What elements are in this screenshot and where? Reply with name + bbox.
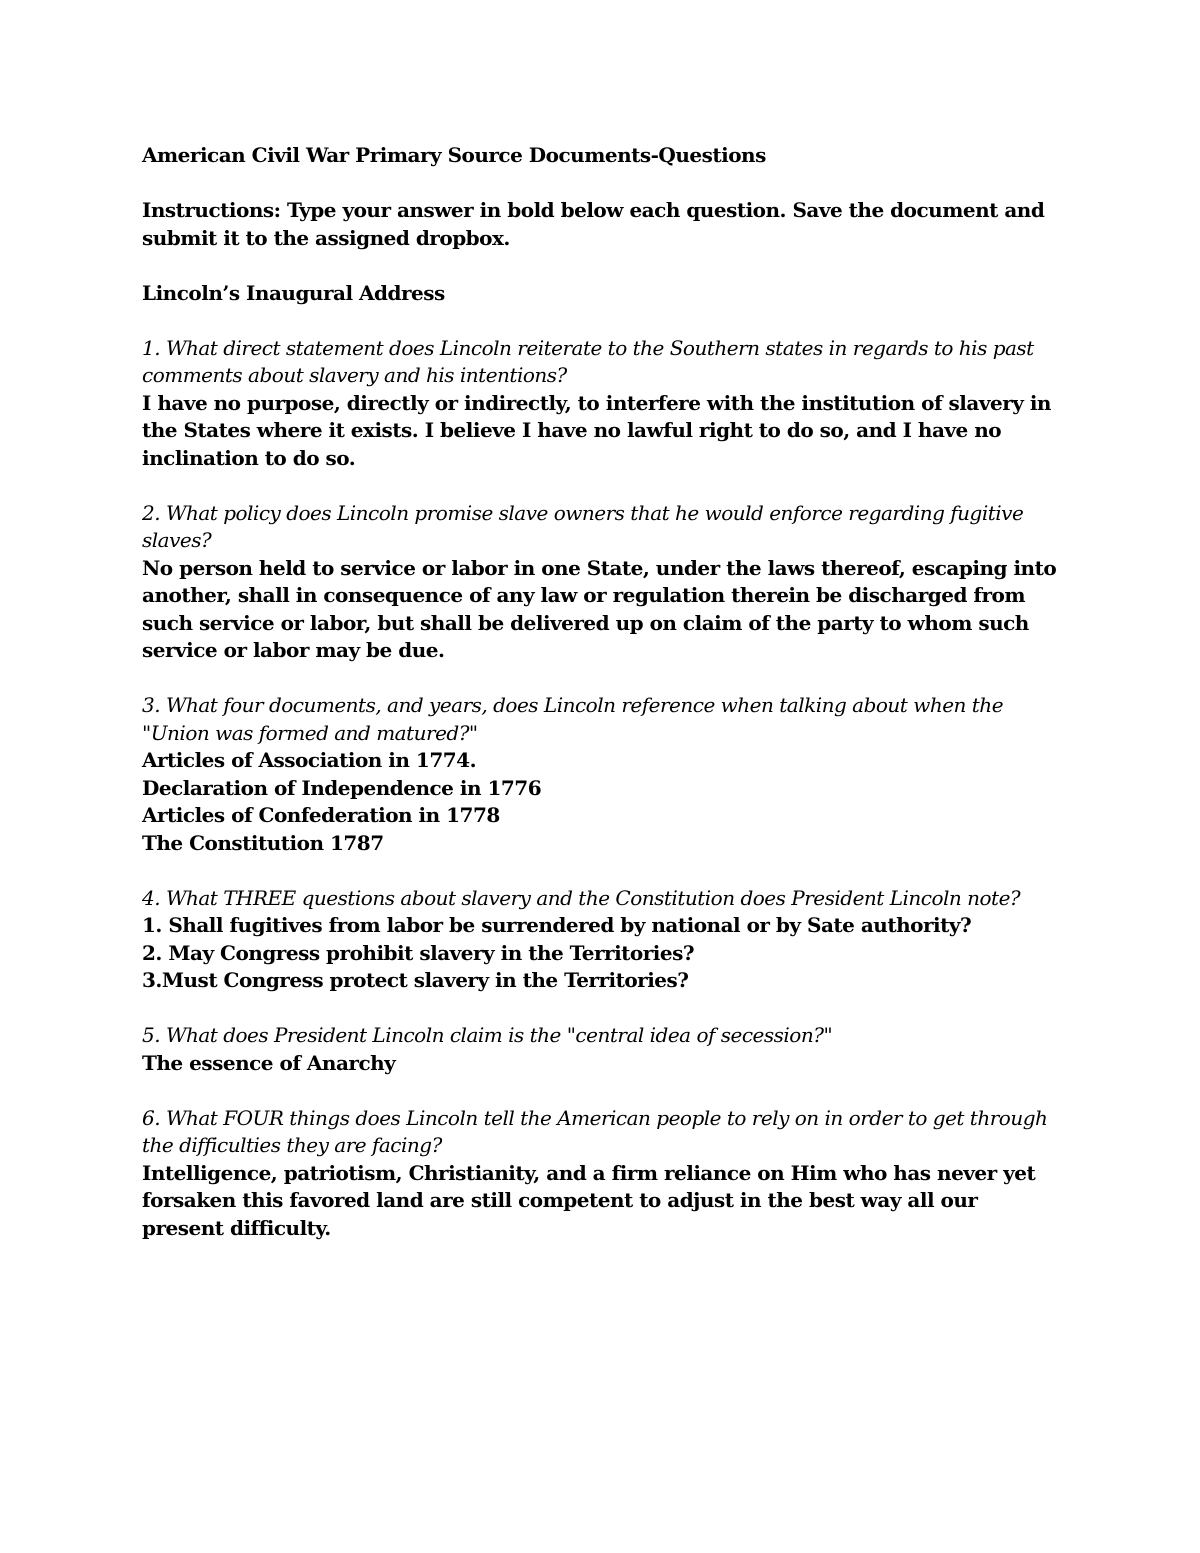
question-line: 4. What THREE questions about slavery and the Constitution does President Lincoln note? <box>142 885 1021 910</box>
instructions-line: submit it to the assigned dropbox. <box>142 225 510 250</box>
question-block <box>142 692 1062 857</box>
answer-line: present difficulty. <box>142 1215 331 1240</box>
answer-line: inclination to do so. <box>142 445 356 470</box>
answer-line: 1. Shall fugitives from labor be surrendered by national or by Sate authority? <box>142 913 972 937</box>
answer-line: 2. May Congress prohibit slavery in the Territories? <box>142 940 695 965</box>
answer-line: Declaration of Independence in 1776 <box>142 775 542 800</box>
answer-line: Articles of Association in 1774. <box>142 748 477 772</box>
answer-line: Articles of Confederation in 1778 <box>142 803 500 827</box>
answer-line: the States where it exists. I believe I have no lawful right to do so, and I have no <box>142 418 1002 442</box>
section-heading: Lincoln’s Inaugural Address <box>142 280 445 305</box>
answer-line: Intelligence, patriotism, Christianity, and a firm reliance on Him who has never yet <box>142 1160 1036 1185</box>
question-block <box>142 1105 1062 1243</box>
instructions <box>142 197 1062 252</box>
question-line: "Union was formed and matured?" <box>142 720 478 745</box>
question-line: 1. What direct statement does Lincoln reiterate to the Southern states in regards to his past <box>142 335 1034 360</box>
question-line: 3. What four documents, and years, does Lincoln reference when talking about when the <box>142 693 1004 717</box>
answer-line: The essence of Anarchy <box>142 1050 396 1075</box>
answer-line: another, shall in consequence of any law or regulation therein be discharged from <box>142 583 1026 607</box>
answer-line: 3.Must Congress protect slavery in the Territories? <box>142 968 689 992</box>
question-line: the difficulties they are facing? <box>142 1133 442 1157</box>
question-line: 5. What does President Lincoln claim is the "central idea of secession?" <box>142 1023 833 1047</box>
question-block <box>142 885 1062 995</box>
answer-line: The Constitution 1787 <box>142 830 384 855</box>
answer-line: I have no purpose, directly or indirectly, to interfere with the institution of slavery in <box>142 390 1051 415</box>
question-line: 2. What policy does Lincoln promise slave owners that he would enforce regarding fugitive <box>142 500 1024 525</box>
question-line: comments about slavery and his intentions? <box>142 363 567 387</box>
answer-line: forsaken this favored land are still competent to adjust in the best way all our <box>142 1188 978 1212</box>
document-title: American Civil War Primary Source Documents-Questions <box>142 143 766 167</box>
answer-line: No person held to service or labor in one State, under the laws thereof, escaping into <box>142 555 1057 580</box>
question-block <box>142 500 1062 665</box>
question-block <box>142 1022 1062 1077</box>
question-line: 6. What FOUR things does Lincoln tell the American people to rely on in order to get through <box>142 1105 1048 1130</box>
document-body <box>142 142 1062 1242</box>
instructions-line: Instructions: Type your answer in bold below each question. Save the document and <box>142 198 1045 222</box>
answer-line: such service or labor, but shall be delivered up on claim of the party to whom such <box>142 610 1029 635</box>
answer-line: service or labor may be due. <box>142 638 445 662</box>
question-line: slaves? <box>142 528 212 552</box>
question-block <box>142 335 1062 473</box>
